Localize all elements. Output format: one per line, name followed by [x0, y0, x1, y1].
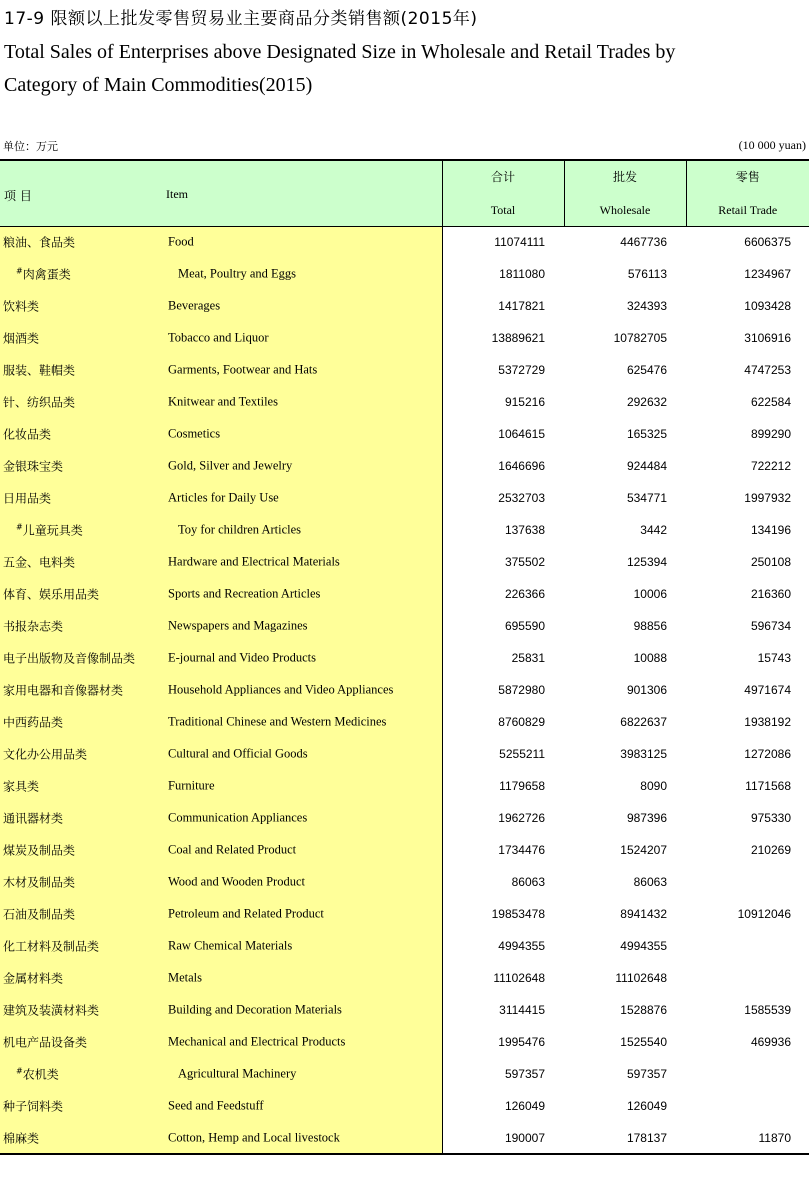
table-row	[0, 962, 809, 994]
row-label-cell	[0, 450, 442, 482]
row-label-cell	[0, 706, 442, 738]
cell-retail: 622584	[750, 395, 791, 409]
cell-wholesale: 3983125	[620, 747, 667, 761]
cell-wholesale: 901306	[626, 683, 667, 697]
row-label-cn	[3, 714, 63, 731]
row-label-cell	[0, 930, 442, 962]
row-label-cn-text: 化妆品类	[3, 427, 52, 442]
table-body	[0, 226, 809, 1154]
row-label-cell	[0, 898, 442, 930]
cell-retail: 1171568	[745, 779, 791, 793]
sub-category-marker: #	[16, 1066, 23, 1076]
row-label-cell	[0, 674, 442, 706]
row-label-cell	[0, 482, 442, 514]
cell-retail: 11870	[686, 1122, 809, 1154]
cell-total: 126049	[442, 1090, 564, 1122]
table-row	[0, 834, 809, 866]
cell-retail: 1093428	[744, 299, 791, 313]
cell-wholesale: 11102648	[615, 971, 667, 985]
table-row	[0, 578, 809, 610]
row-label-cell	[0, 1090, 442, 1122]
cell-retail: 250108	[750, 555, 791, 569]
row-label-en: E-journal and Video Products	[168, 650, 316, 665]
row-label-cn-text: 粮油、食品类	[3, 235, 76, 250]
row-label-cn	[3, 874, 75, 891]
cell-wholesale: 987396	[626, 811, 667, 825]
row-label-cn	[16, 1066, 59, 1083]
cell-retail: 10912046	[737, 907, 791, 921]
row-label-cn-text: 体育、娱乐用品类	[3, 587, 100, 602]
row-label-cn-text: 建筑及装潢材料类	[3, 1003, 100, 1018]
row-label-cell	[0, 962, 442, 994]
row-label-cn-text: 棉麻类	[3, 1131, 40, 1145]
row-label-cn-text: 五金、电料类	[3, 555, 76, 570]
row-label-cn-text: 肉禽蛋类	[22, 267, 71, 282]
row-label-cn-text: 金银珠宝类	[3, 459, 64, 474]
unit-label-english: (10 000 yuan)	[738, 138, 806, 152]
table-row	[0, 290, 809, 322]
cell-total: 3114415	[442, 994, 564, 1026]
header-retail-en: Retail Trade	[718, 203, 778, 218]
row-label-cn	[3, 426, 51, 443]
row-label-cell	[0, 610, 442, 642]
cell-retail: 469936	[750, 1035, 791, 1049]
table-row	[0, 802, 809, 834]
table-row	[0, 1058, 809, 1090]
table-row	[0, 930, 809, 962]
header-item-en: Item	[166, 187, 188, 201]
cell-total: 2532703	[442, 482, 564, 514]
row-label-en: Building and Decoration Materials	[168, 1002, 342, 1017]
cell-retail: 4971674	[744, 683, 791, 697]
table-row	[0, 546, 809, 578]
cell-total: 915216	[442, 386, 564, 418]
cell-total: 25831	[442, 642, 564, 674]
row-label-cn	[3, 842, 75, 859]
row-label-cn	[3, 938, 99, 955]
header-item-cn: 项 目	[4, 189, 32, 203]
row-label-cn	[3, 682, 123, 699]
cell-wholesale: 1525540	[620, 1035, 667, 1049]
row-label-cell	[0, 578, 442, 610]
row-label-en: Garments, Footwear and Hats	[168, 362, 318, 377]
cell-wholesale: 125394	[626, 555, 667, 569]
cell-retail	[686, 962, 809, 994]
row-label-cn	[3, 298, 39, 315]
cell-retail: 975330	[750, 811, 791, 825]
row-label-cn	[16, 522, 83, 539]
row-label-cn	[3, 490, 51, 507]
row-label-en: Newspapers and Magazines	[168, 618, 308, 633]
header-wholesale-en: Wholesale	[599, 203, 651, 218]
row-label-en: Cultural and Official Goods	[168, 746, 308, 761]
cell-total: 8760829	[442, 706, 564, 738]
cell-total: 4994355	[442, 930, 564, 962]
row-label-cn	[3, 586, 99, 603]
row-label-cn	[3, 906, 75, 923]
cell-total: 5255211	[442, 738, 564, 770]
row-label-cn-text: 通讯器材类	[3, 811, 64, 826]
row-label-cn	[3, 778, 39, 795]
table-row	[0, 738, 809, 770]
row-label-cn	[3, 234, 75, 251]
row-label-cn	[16, 266, 71, 283]
table-row	[0, 866, 809, 898]
cell-wholesale: 597357	[626, 1067, 667, 1081]
row-label-en: Wood and Wooden Product	[168, 874, 305, 889]
cell-retail: 210269	[750, 843, 791, 857]
cell-wholesale: 10006	[633, 587, 667, 601]
row-label-en: Hardware and Electrical Materials	[168, 554, 340, 569]
cell-wholesale: 165325	[626, 427, 667, 441]
row-label-cell	[0, 290, 442, 322]
cell-retail: 722212	[750, 459, 791, 473]
row-label-en: Mechanical and Electrical Products	[168, 1034, 346, 1049]
table-header-row	[0, 160, 809, 226]
row-label-cn-text: 针、纺织品类	[3, 395, 76, 410]
cell-wholesale: 10088	[633, 651, 667, 665]
row-label-cell	[0, 1026, 442, 1058]
row-label-cn-text: 木材及制品类	[3, 875, 76, 890]
row-label-cn	[3, 1129, 39, 1146]
row-label-cn	[3, 458, 63, 475]
sub-category-marker: #	[16, 522, 23, 532]
row-label-cell	[0, 322, 442, 354]
row-label-cn-text: 服装、鞋帽类	[3, 363, 76, 378]
row-label-en: Beverages	[168, 298, 221, 313]
table-row	[0, 770, 809, 802]
cell-retail: 6606375	[744, 235, 791, 250]
cell-wholesale: 8941432	[620, 907, 667, 921]
header-retail	[686, 160, 809, 226]
row-label-cell	[0, 226, 442, 258]
row-label-cell	[0, 514, 442, 546]
table-row	[0, 674, 809, 706]
table-row	[0, 226, 809, 258]
cell-wholesale: 126049	[626, 1099, 667, 1113]
cell-retail: 4747253	[744, 363, 791, 377]
table-row	[0, 258, 809, 290]
table-row	[0, 418, 809, 450]
row-label-cell	[0, 386, 442, 418]
row-label-en: Tobacco and Liquor	[168, 330, 269, 345]
row-label-cn-text: 家用电器和音像器材类	[3, 683, 124, 698]
row-label-en: Petroleum and Related Product	[168, 906, 324, 921]
row-label-en: Traditional Chinese and Western Medicines	[168, 714, 387, 729]
cell-wholesale: 6822637	[620, 715, 667, 729]
cell-total: 86063	[442, 866, 564, 898]
row-label-cn-text: 煤炭及制品类	[3, 843, 76, 858]
cell-total: 1734476	[442, 834, 564, 866]
cell-retail: 1272086	[744, 747, 791, 761]
row-label-cn-text: 饮料类	[3, 299, 40, 314]
cell-retail: 1997932	[744, 491, 791, 505]
cell-retail: 596734	[750, 619, 791, 633]
table-row	[0, 1122, 809, 1154]
table-row	[0, 482, 809, 514]
header-total	[442, 160, 564, 226]
cell-retail: 216360	[750, 587, 791, 601]
row-label-cell	[0, 546, 442, 578]
header-item	[0, 160, 442, 226]
row-label-cn	[3, 330, 39, 347]
table-row	[0, 354, 809, 386]
cell-total: 1811080	[442, 258, 564, 290]
cell-wholesale: 1528876	[620, 1003, 667, 1017]
header-retail-cn: 零售	[735, 170, 760, 185]
row-label-en: Gold, Silver and Jewelry	[168, 458, 293, 473]
cell-wholesale: 4994355	[620, 939, 667, 953]
cell-retail: 1938192	[744, 715, 791, 729]
row-label-en: Sports and Recreation Articles	[168, 586, 321, 601]
cell-wholesale: 3442	[640, 523, 667, 537]
row-label-en: Coal and Related Product	[168, 842, 297, 857]
row-label-cell	[0, 642, 442, 674]
cell-total: 5372729	[442, 354, 564, 386]
cell-total: 597357	[442, 1058, 564, 1090]
row-label-en: Household Appliances and Video Appliances	[168, 682, 394, 697]
cell-total: 226366	[442, 578, 564, 610]
header-wholesale-cn: 批发	[612, 170, 637, 185]
row-label-cn	[3, 1034, 87, 1051]
cell-total: 19853478	[442, 898, 564, 930]
cell-total: 190007	[442, 1122, 564, 1154]
cell-wholesale: 98856	[633, 619, 667, 633]
row-label-cell	[0, 418, 442, 450]
row-label-cell	[0, 994, 442, 1026]
row-label-cn-text: 书报杂志类	[3, 619, 64, 634]
sales-table	[0, 159, 809, 1155]
cell-total: 1962726	[442, 802, 564, 834]
row-label-cell	[0, 1122, 442, 1154]
title-english	[4, 36, 804, 102]
cell-total: 1417821	[442, 290, 564, 322]
row-label-cell	[0, 258, 442, 290]
cell-wholesale: 4467736	[620, 235, 667, 250]
row-label-cell	[0, 834, 442, 866]
row-label-cn	[3, 554, 75, 571]
cell-total: 375502	[442, 546, 564, 578]
row-label-cn	[3, 394, 75, 411]
table-row	[0, 1090, 809, 1122]
title-english-line2: Category of Main Commodities(2015)	[4, 74, 313, 96]
cell-retail: 134196	[750, 523, 791, 537]
cell-total: 1064615	[442, 418, 564, 450]
row-label-cn-text: 文化办公用品类	[3, 747, 88, 762]
header-total-en: Total	[490, 203, 516, 218]
cell-total: 695590	[442, 610, 564, 642]
row-label-en: Furniture	[168, 778, 215, 793]
cell-total: 1179658	[442, 770, 564, 802]
cell-wholesale: 534771	[626, 491, 667, 505]
row-label-cn-text: 金属材料类	[3, 971, 64, 986]
cell-retail	[686, 1058, 809, 1090]
row-label-cn-text: 石油及制品类	[3, 907, 76, 922]
table-row	[0, 1026, 809, 1058]
cell-retail: 3106916	[744, 331, 791, 345]
row-label-cn-text: 机电产品设备类	[3, 1035, 88, 1050]
row-label-en: Cotton, Hemp and Local livestock	[168, 1130, 340, 1144]
row-label-en: Communication Appliances	[168, 810, 308, 825]
row-label-en: Cosmetics	[168, 426, 221, 441]
cell-retail	[686, 1090, 809, 1122]
cell-wholesale: 625476	[626, 363, 667, 377]
cell-total: 11102648	[442, 962, 564, 994]
row-label-cn-text: 农机类	[22, 1067, 59, 1082]
row-label-cell	[0, 354, 442, 386]
cell-total: 11074111	[442, 226, 564, 258]
header-wholesale	[564, 160, 686, 226]
row-label-en: Metals	[168, 970, 203, 985]
table-row	[0, 450, 809, 482]
cell-wholesale: 86063	[633, 875, 667, 889]
table-row	[0, 386, 809, 418]
row-label-cell	[0, 1058, 442, 1090]
unit-label-chinese: 单位：万元	[3, 140, 58, 153]
cell-retail: 1585539	[744, 1003, 791, 1017]
row-label-en: Seed and Feedstuff	[168, 1098, 264, 1113]
row-label-en: Raw Chemical Materials	[168, 938, 293, 953]
row-label-cn-text: 儿童玩具类	[22, 523, 83, 538]
cell-wholesale: 10782705	[613, 331, 667, 345]
cell-wholesale: 324393	[626, 299, 667, 313]
row-label-cn-text: 电子出版物及音像制品类	[3, 651, 136, 666]
table-row	[0, 322, 809, 354]
row-label-cn	[3, 618, 63, 635]
row-label-cn-text: 家具类	[3, 779, 40, 794]
cell-wholesale: 1524207	[620, 843, 667, 857]
cell-retail	[686, 866, 809, 898]
row-label-cn	[3, 1002, 99, 1019]
cell-total: 137638	[442, 514, 564, 546]
cell-wholesale: 576113	[627, 267, 667, 281]
row-label-en: Meat, Poultry and Eggs	[178, 266, 297, 281]
title-chinese: 17-9 限额以上批发零售贸易业主要商品分类销售额(2015年)	[4, 9, 478, 29]
header-total-cn: 合计	[490, 170, 515, 185]
row-label-cn	[3, 650, 135, 667]
row-label-en: Food	[168, 234, 194, 249]
row-label-cn-text: 日用品类	[3, 491, 52, 506]
table-row	[0, 994, 809, 1026]
cell-total: 5872980	[442, 674, 564, 706]
title-english-line1: Total Sales of Enterprises above Designated Size in Wholesale and Retail Trades by	[4, 41, 676, 63]
cell-retail: 15743	[757, 651, 791, 665]
row-label-cn	[3, 362, 75, 379]
table-row	[0, 514, 809, 546]
cell-wholesale: 8090	[640, 779, 667, 793]
row-label-cn-text: 化工材料及制品类	[3, 939, 100, 954]
row-label-cn-text: 种子饲料类	[3, 1099, 64, 1114]
row-label-cell	[0, 738, 442, 770]
cell-total: 1646696	[442, 450, 564, 482]
table-row	[0, 706, 809, 738]
row-label-cn	[3, 970, 63, 987]
row-label-cn	[3, 810, 63, 827]
row-label-en: Articles for Daily Use	[168, 490, 279, 505]
sub-category-marker: #	[16, 266, 23, 276]
row-label-cn	[3, 1098, 63, 1115]
row-label-cn	[3, 746, 87, 763]
row-label-en: Toy for children Articles	[178, 522, 302, 537]
cell-retail: 1234967	[744, 267, 791, 281]
cell-retail	[686, 930, 809, 962]
table-row	[0, 642, 809, 674]
cell-wholesale: 178137	[564, 1122, 686, 1154]
cell-total: 1995476	[442, 1026, 564, 1058]
row-label-cell	[0, 802, 442, 834]
row-label-en: Knitwear and Textiles	[168, 394, 278, 409]
cell-total: 13889621	[442, 322, 564, 354]
table-row	[0, 898, 809, 930]
cell-wholesale: 292632	[626, 395, 667, 409]
cell-wholesale: 924484	[626, 459, 667, 473]
row-label-cell	[0, 866, 442, 898]
row-label-cell	[0, 770, 442, 802]
row-label-en: Agricultural Machinery	[178, 1066, 297, 1081]
cell-retail: 899290	[750, 427, 791, 441]
row-label-cn-text: 烟酒类	[3, 331, 40, 346]
table-row	[0, 610, 809, 642]
row-label-cn-text: 中西药品类	[3, 715, 64, 730]
